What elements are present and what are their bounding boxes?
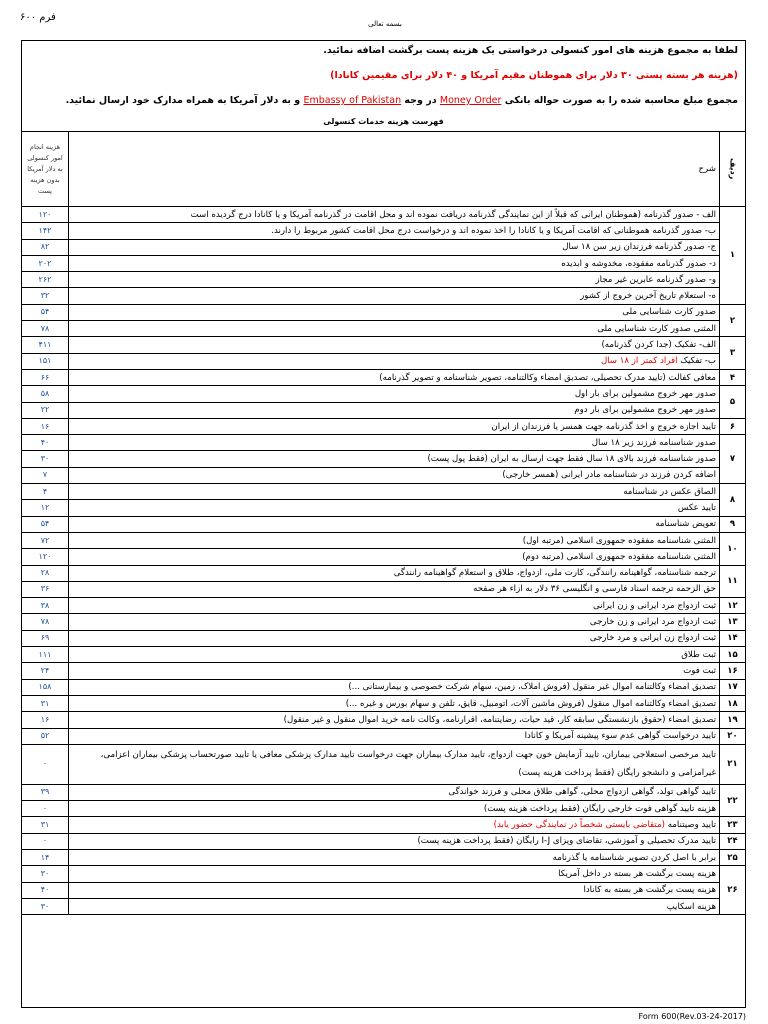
table-row (22, 630, 746, 646)
fee-cell: ۱۶ (22, 418, 69, 434)
highlighted-note: (متقاضی بایستی شخصاً در نمایندگی حضور یابد) (493, 820, 665, 831)
description-cell: ب- تفکیک افراد کمتر از ۱۸ سال (69, 353, 720, 369)
table-row (22, 467, 746, 483)
description-cell: تعویض شناسنامه (69, 516, 720, 532)
description-cell: د- صدور گذرنامه مفقوده، مخدوشه و ابدیده (69, 255, 720, 271)
fee-cell: ۷۲ (22, 532, 69, 548)
table-row (22, 801, 746, 817)
description-cell: تایید درخواست گواهی عدم سوء پیشینه آمریکا و کانادا (69, 728, 720, 744)
row-number: ۲۱ (720, 744, 746, 784)
fee-cell: ۱۲ (22, 500, 69, 516)
description-cell: الف - صدور گذرنامه (هموطنان ایرانی که قبلاً از این نمایندگی گذرنامه دریافت نموده اند و محل اقامت در گذرنامه آمریکا و یا کانادا درج گردیده است (69, 207, 720, 223)
fee-cell: ۱۱۱ (22, 647, 69, 663)
table-row (22, 304, 746, 320)
fee-cell: ۳۲ (22, 288, 69, 304)
fee-cell: ۵۴ (22, 516, 69, 532)
row-number: ۱۰ (720, 532, 746, 565)
fee-cell: ۴۰ (22, 882, 69, 898)
fee-cell: ۳۰ (22, 451, 69, 467)
row-number: ۱۵ (720, 647, 746, 663)
table-row (22, 663, 746, 679)
description-cell: تصدیق امضاء وکالتنامه اموال غیر منقول (فروش املاک، زمین، سهام شرکت خصوصی و بیمارستانی ...) (69, 679, 720, 695)
fee-cell: ۴ (22, 484, 69, 500)
description-cell: المثنی شناسنامه مفقوده جمهوری اسلامی (مرتبه اول) (69, 532, 720, 548)
fee-cell: ۶۶ (22, 369, 69, 385)
description-cell: صدور مهر خروج مشمولین برای بار اول (69, 386, 720, 402)
fee-cell: ۰ (22, 801, 69, 817)
table-row (22, 647, 746, 663)
table-row (22, 272, 746, 288)
fee-cell: ۶۹ (22, 630, 69, 646)
table-row (22, 695, 746, 711)
fee-cell: ۱۵۸ (22, 679, 69, 695)
description-cell: ثبت فوت (69, 663, 720, 679)
table-row (22, 435, 746, 451)
table-row (22, 581, 746, 597)
table-title: فهرست هزینه خدمات کنسولی (323, 117, 444, 126)
table-row (22, 549, 746, 565)
table-row (22, 849, 746, 865)
money-order-text: Money Order (439, 95, 502, 106)
row-number: ۲۳ (720, 817, 746, 833)
description-cell: ثبت ازدواج زن ایرانی و مرد خارجی (69, 630, 720, 646)
header-fee: هزینه انجام امور کنسولی به دلار آمریکا بدون هزینه پست (22, 132, 69, 207)
fee-cell: ۳۸ (22, 598, 69, 614)
fee-cell: ۵۲ (22, 728, 69, 744)
table-row (22, 712, 746, 728)
table-row (22, 866, 746, 882)
description-cell: الف- تفکیک (جدا کردن گذرنامه) (69, 337, 720, 353)
fee-cell: ۱۵۱ (22, 353, 69, 369)
description-cell: ه- استعلام تاریخ آخرین خروج از کشور (69, 288, 720, 304)
description-cell: ثبت طلاق (69, 647, 720, 663)
description-cell: ثبت ازدواج مرد ایرانی و زن ایرانی (69, 598, 720, 614)
description-cell: اضافه کردن فرزند در شناسنامه مادر ایرانی (همسر خارجی) (69, 467, 720, 483)
description-cell: هزینه پست برگشت هر بسته به کانادا (69, 882, 720, 898)
table-row (22, 882, 746, 898)
description-cell: صدور کارت شناسایی ملی (69, 304, 720, 320)
description-cell: المثنی شناسنامه مفقوده جمهوری اسلامی (مرتبه دوم) (69, 549, 720, 565)
fees-table (21, 131, 746, 915)
description-cell: تصدیق امضاء وکالتنامه اموال منقول (فروش ماشین آلات، اتومبیل، قایق، تلفن و سهام بورس و غیره ...) (69, 695, 720, 711)
form-number: فرم ۶۰۰ (20, 12, 56, 23)
fee-cell: ۲۴ (22, 663, 69, 679)
table-row (22, 337, 746, 353)
fee-cell: ۱۴۲ (22, 223, 69, 239)
header-description: شرح (69, 132, 720, 207)
description-cell: ب- صدور گذرنامه هموطنانی که اقامت آمریکا و یا کانادا را اخذ نموده اند و درخواست درج محل اقامت کشور مربوط را دارند. (69, 223, 720, 239)
table-row (22, 898, 746, 914)
table-row (22, 484, 746, 500)
fee-cell: ۱۲۰ (22, 549, 69, 565)
description-cell: صدور مهر خروج مشمولین برای بار دوم (69, 402, 720, 418)
table-row (22, 418, 746, 434)
table-row (22, 207, 746, 223)
row-number: ۱۱ (720, 565, 746, 598)
fee-cell: ۳۶ (22, 581, 69, 597)
fee-cell: ۸۲ (22, 239, 69, 255)
row-number: ۱۹ (720, 712, 746, 728)
table-row (22, 321, 746, 337)
fee-cell: ۵۸ (22, 386, 69, 402)
row-number: ۱ (720, 207, 746, 305)
table-row (22, 728, 746, 744)
fee-cell: ۲۲ (22, 402, 69, 418)
instruction-line-2: (هزینه هر بسته پستی ۳۰ دلار برای هموطنان مقیم آمریکا و ۴۰ دلار برای مقیمین کانادا) (330, 70, 738, 81)
table-row (22, 516, 746, 532)
fee-cell: ۰ (22, 744, 69, 784)
instruction-line-3: مجموع مبلغ محاسبه شده را به صورت حواله بانکی Money Order در وجه Embassy of Pakistan و به دلار آمریکا به همراه مدارک خود ارسال نمائید. (65, 95, 738, 106)
row-number: ۲۰ (720, 728, 746, 744)
table-row (22, 532, 746, 548)
description-cell: ثبت ازدواج مرد ایرانی و زن خارجی (69, 614, 720, 630)
description-cell: تایید گواهی تولد، گواهی ازدواج محلی، گواهی طلاق محلی و فرزند خواندگی (69, 784, 720, 800)
description-cell: و- صدور گذرنامه عابرین غیر مجاز (69, 272, 720, 288)
table-row (22, 833, 746, 849)
description-cell: تایید مدرک تحصیلی و آموزشی، تقاضای ویزای I-J رایگان (فقط پرداخت هزینه پست) (69, 833, 720, 849)
row-number: ۴ (720, 369, 746, 385)
table-row (22, 679, 746, 695)
row-number: ۲۴ (720, 833, 746, 849)
description-cell: تایید اجازه خروج و اخذ گذرنامه جهت همسر یا فرزندان از ایران (69, 418, 720, 434)
row-number: ۶ (720, 418, 746, 434)
table-row (22, 744, 746, 784)
row-number: ۲۶ (720, 866, 746, 915)
row-number: ۲۲ (720, 784, 746, 817)
table-row (22, 255, 746, 271)
description-cell: تصدیق امضاء (حقوق بازنشستگی سابقه کار، قید حیات، رضایتنامه، اقرارنامه، وکالت نامه خرید اموال منقول و غیر منقول) (69, 712, 720, 728)
header-row-number: ردیف (720, 132, 746, 207)
instruction-line-1: لطفا به مجموع هزینه های امور کنسولی درخواستی یک هزینه پست برگشت اضافه نمائید. (323, 45, 738, 56)
table-row (22, 614, 746, 630)
table-row (22, 223, 746, 239)
invocation: بسمه تعالی (368, 20, 402, 28)
table-row (22, 598, 746, 614)
description-cell: هزینه اسکایپ (69, 898, 720, 914)
fee-cell: ۲۰۲ (22, 255, 69, 271)
table-row (22, 565, 746, 581)
row-number: ۲۵ (720, 849, 746, 865)
fee-cell: ۱۴ (22, 849, 69, 865)
table-row (22, 402, 746, 418)
table-row (22, 239, 746, 255)
fee-cell: ۴۱۱ (22, 337, 69, 353)
description-cell: معافی کفالت (تایید مدرک تحصیلی، تصدیق امضاء وکالتنامه، تصویر شناسنامه و تصویر گذرنامه) (69, 369, 720, 385)
description-cell: تایید عکس (69, 500, 720, 516)
row-number: ۷ (720, 435, 746, 484)
fee-cell: ۱۶ (22, 712, 69, 728)
description-cell: ج- صدور گذرنامه فرزندان زیر سن ۱۸ سال (69, 239, 720, 255)
table-header-row (22, 132, 746, 207)
table-row (22, 784, 746, 800)
table-row (22, 353, 746, 369)
row-number: ۱۶ (720, 663, 746, 679)
description-cell: حق الزحمه ترجمه اسناد فارسی و انگلیسی ۳۶ دلار به ازاء هر صفحه (69, 581, 720, 597)
description-cell: تایید وصیتنامه (متقاضی بایستی شخصاً در نمایندگی حضور یابد) (69, 817, 720, 833)
row-number: ۱۴ (720, 630, 746, 646)
description-cell: ترجمه شناسنامه، گواهینامه رانندگی، کارت ملی، ازدواج، طلاق و استعلام گواهینامه رانندگی (69, 565, 720, 581)
table-row (22, 451, 746, 467)
description-cell: المثنی صدور کارت شناسایی ملی (69, 321, 720, 337)
row-number: ۱۲ (720, 598, 746, 614)
fee-cell: ۷۸ (22, 614, 69, 630)
table-row (22, 369, 746, 385)
fee-cell: ۰ (22, 833, 69, 849)
fee-cell: ۷ (22, 467, 69, 483)
description-cell: برابر با اصل کردن تصویر شناسنامه یا گذرنامه (69, 849, 720, 865)
row-number: ۵ (720, 386, 746, 419)
description-cell: تایید مرخصی استعلاجی بیماران، تایید آزمایش خون جهت ازدواج، تایید مدارک بیماران جهت درخواست تایید مدارک پزشکی معافی یا تایید صورتحساب پزشکی بیماران اعزامی، غیرامزامی و دانشجو رایگان (فقط پرداخت هزینه پست) (69, 744, 720, 784)
description-cell: صدور شناسنامه فرزند زیر ۱۸ سال (69, 435, 720, 451)
fee-cell: ۳۱ (22, 695, 69, 711)
row-number: ۹ (720, 516, 746, 532)
description-cell: صدور شناسنامه فرزند بالای ۱۸ سال فقط جهت ارسال به ایران (فقط پول پست) (69, 451, 720, 467)
row-number: ۱۸ (720, 695, 746, 711)
description-cell: هزینه تایید گواهی فوت خارجی رایگان (فقط پرداخت هزینه پست) (69, 801, 720, 817)
fee-cell: ۳۱ (22, 817, 69, 833)
table-row (22, 288, 746, 304)
highlighted-note: افراد کمتر از ۱۸ سال (600, 356, 678, 367)
fee-cell: ۷۸ (22, 321, 69, 337)
row-number: ۸ (720, 484, 746, 517)
row-number: ۱۳ (720, 614, 746, 630)
fee-cell: ۳۹ (22, 784, 69, 800)
fee-cell: ۳۰ (22, 866, 69, 882)
row-number: ۳ (720, 337, 746, 370)
form-revision: Form 600(Rev.03-24-2017) (638, 1012, 746, 1021)
description-cell: هزینه پست برگشت هر بسته در داخل آمریکا (69, 866, 720, 882)
embassy-text: Embassy of Pakistan (303, 95, 402, 106)
fee-cell: ۳۰ (22, 898, 69, 914)
fee-cell: ۵۴ (22, 304, 69, 320)
description-cell: الصاق عکس در شناسنامه (69, 484, 720, 500)
table-row (22, 817, 746, 833)
fee-cell: ۴۰ (22, 435, 69, 451)
fee-cell: ۲۸ (22, 565, 69, 581)
table-row (22, 500, 746, 516)
table-row (22, 386, 746, 402)
fee-cell: ۲۶۲ (22, 272, 69, 288)
fee-cell: ۱۲۰ (22, 207, 69, 223)
row-number: ۲ (720, 304, 746, 337)
row-number: ۱۷ (720, 679, 746, 695)
